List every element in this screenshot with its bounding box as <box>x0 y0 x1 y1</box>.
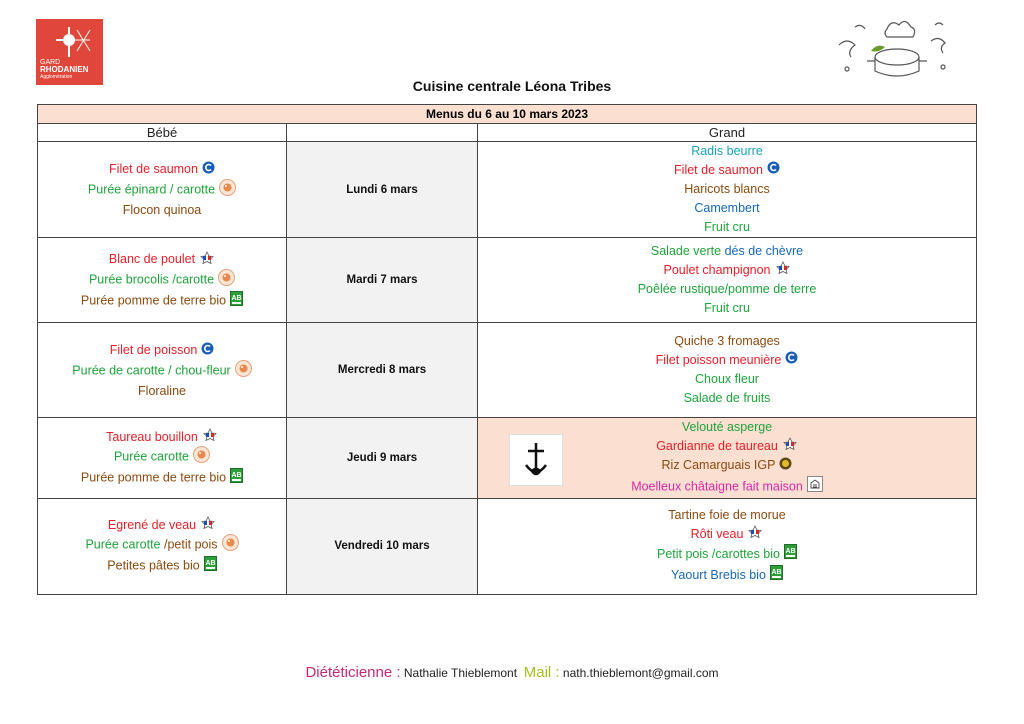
day-label: Jeudi 9 mars <box>287 418 478 498</box>
menu-item <box>38 360 286 382</box>
msc-icon <box>201 342 214 360</box>
menu-item <box>478 565 976 586</box>
menu-item <box>38 468 286 488</box>
svg-text:AB: AB <box>785 548 796 556</box>
menu-item <box>478 199 976 218</box>
logo-line2: RHODANIEN <box>40 65 89 74</box>
grand-menu-cell <box>478 418 977 498</box>
organic-ab-icon <box>784 544 797 565</box>
grand-menu-cell <box>478 323 977 418</box>
msc-icon <box>767 161 780 180</box>
bebe-menu-cell <box>38 238 287 323</box>
logo-line1: GARD <box>40 59 61 66</box>
menu-item-text: Purée carotte <box>85 537 161 552</box>
menu-item-text: Moelleux châtaigne fait maison <box>631 478 803 493</box>
mail-label: Mail : <box>523 664 560 681</box>
bebe-menu-cell <box>38 142 287 238</box>
gard-rhodanien-logo <box>36 19 103 85</box>
bebe-menu-cell <box>38 498 287 594</box>
homemade-icon <box>193 446 210 468</box>
menu-item-text: Salade verte <box>650 244 722 259</box>
menu-item-text: Rôti veau <box>690 527 744 541</box>
day-label: Vendredi 10 mars <box>287 498 478 594</box>
svg-text:AB: AB <box>205 560 216 568</box>
table-row <box>38 142 977 238</box>
menu-item <box>38 446 286 468</box>
french-origin-icon <box>199 251 215 269</box>
menu-item <box>38 250 286 269</box>
french-origin-icon <box>747 525 763 544</box>
menu-item-text: Choux fleur <box>695 372 759 387</box>
page-title: Cuisine centrale Léona Tribes <box>412 78 612 94</box>
logo-emblem-icon <box>44 25 94 61</box>
menu-item-text: Purée épinard / carotte <box>87 182 216 197</box>
menu-item <box>38 201 286 219</box>
menu-item <box>478 351 976 370</box>
homemade-icon <box>235 360 252 382</box>
menu-item <box>478 261 976 280</box>
menu-item-text: Yaourt Brebis bio <box>671 568 766 582</box>
footer-contact <box>0 664 1024 681</box>
msc-icon <box>202 161 215 179</box>
mail-address[interactable]: nath.thieblemont@gmail.com <box>562 666 719 680</box>
menu-item-text: Poulet champignon <box>663 263 771 278</box>
menu-item-text: Quiche 3 fromages <box>674 334 780 349</box>
msc-icon <box>785 351 798 370</box>
menu-item <box>478 332 976 351</box>
table-row <box>38 498 977 594</box>
organic-ab-icon <box>770 565 783 586</box>
menu-item <box>478 299 976 318</box>
menu-item <box>478 525 976 544</box>
organic-ab-icon <box>230 291 243 311</box>
menu-item <box>38 341 286 360</box>
menu-item-text: Purée brocolis /carotte <box>88 271 215 286</box>
french-origin-icon <box>782 437 798 456</box>
menu-item-text: Filet de saumon <box>109 162 198 177</box>
menu-item-text: Floraline <box>138 383 186 398</box>
menu-item-text: Salade de fruits <box>683 391 771 406</box>
french-origin-icon <box>202 428 218 446</box>
homemade-house-icon <box>807 476 823 498</box>
table-row <box>38 238 977 323</box>
menu-item-text: Taureau bouillon <box>106 429 198 444</box>
menu-item-text: Radis beurre <box>691 144 763 158</box>
grand-menu-cell <box>478 498 977 594</box>
logo-line3: Agglomération <box>40 74 73 80</box>
menu-item-text: Filet de saumon <box>674 163 763 177</box>
menu-item <box>478 280 976 299</box>
day-label: Lundi 6 mars <box>287 142 478 238</box>
menu-item-text: Fruit cru <box>704 220 750 235</box>
menu-item-text: Tartine foie de morue <box>668 508 786 522</box>
igp-icon <box>779 457 792 476</box>
svg-text:AB: AB <box>231 294 242 302</box>
column-header-bebe: Bébé <box>38 124 287 142</box>
menu-item-text: Filet poisson meunière <box>655 353 782 368</box>
menu-item <box>38 160 286 179</box>
menu-item <box>478 161 976 180</box>
menu-item-text: Poêlée rustique/pomme de terre <box>637 282 817 297</box>
menu-item-text: Camembert <box>694 201 760 216</box>
menu-item <box>478 506 976 525</box>
menu-item-text: Velouté asperge <box>681 420 773 435</box>
svg-text:AB: AB <box>231 472 242 480</box>
menu-item <box>478 370 976 389</box>
chef-pot-illustration-icon <box>835 15 953 81</box>
menu-item-text: Egrené de veau <box>107 517 197 532</box>
day-label: Mardi 7 mars <box>287 238 478 323</box>
menu-item-text: Riz Camarguais IGP <box>661 458 776 473</box>
menu-item-text: Fruit cru <box>704 301 750 316</box>
camargue-cross-icon <box>509 434 563 486</box>
menu-item-text: Gardianne de taureau <box>656 439 778 454</box>
menu-item-text: Petit pois /carottes bio <box>657 547 780 561</box>
french-origin-icon <box>200 516 216 534</box>
menu-item <box>478 544 976 565</box>
menu-item-text: Petites pâtes bio <box>107 558 200 573</box>
menu-item-text: Purée pomme de terre bio <box>80 292 227 307</box>
menu-item-text: Purée pomme de terre bio <box>80 470 227 485</box>
menu-item <box>38 179 286 201</box>
table-row <box>38 323 977 418</box>
svg-text:AB: AB <box>771 569 782 577</box>
menu-item-text: Filet de poisson <box>109 342 198 357</box>
dieteticienne-name: Nathalie Thieblemont <box>403 666 518 680</box>
homemade-icon <box>218 269 235 291</box>
menu-item <box>478 180 976 199</box>
menu-item <box>38 428 286 447</box>
menu-item <box>38 291 286 311</box>
menu-item <box>478 142 976 161</box>
menu-item-text: Purée carotte <box>113 449 190 464</box>
menu-item-text-extra: /petit pois <box>164 537 218 552</box>
column-header-day <box>287 124 478 142</box>
menu-table <box>37 104 977 595</box>
menu-item <box>478 218 976 237</box>
menu-item <box>38 382 286 400</box>
menu-item-text-extra: dés de chèvre <box>724 244 804 259</box>
menu-item <box>38 556 286 576</box>
menu-item-text: Blanc de poulet <box>108 251 196 266</box>
menu-item <box>478 389 976 408</box>
menu-period: Menus du 6 au 10 mars 2023 <box>38 105 977 124</box>
organic-ab-icon <box>204 556 217 576</box>
homemade-icon <box>222 534 239 556</box>
column-header-grand: Grand <box>478 124 977 142</box>
menu-item <box>38 269 286 291</box>
organic-ab-icon <box>230 468 243 488</box>
menu-item <box>38 516 286 535</box>
french-origin-icon <box>775 261 791 280</box>
grand-menu-cell <box>478 238 977 323</box>
table-row <box>38 418 977 498</box>
menu-item-text: Flocon quinoa <box>122 202 202 217</box>
dieteticienne-label: Diététicienne : <box>305 664 401 681</box>
bebe-menu-cell <box>38 323 287 418</box>
menu-item <box>478 242 976 261</box>
day-label: Mercredi 8 mars <box>287 323 478 418</box>
menu-item-text: Purée de carotte / chou-fleur <box>72 362 231 377</box>
bebe-menu-cell <box>38 418 287 498</box>
homemade-icon <box>219 179 236 201</box>
menu-item-text: Haricots blancs <box>684 182 770 197</box>
grand-menu-cell <box>478 142 977 238</box>
menu-item <box>38 534 286 556</box>
